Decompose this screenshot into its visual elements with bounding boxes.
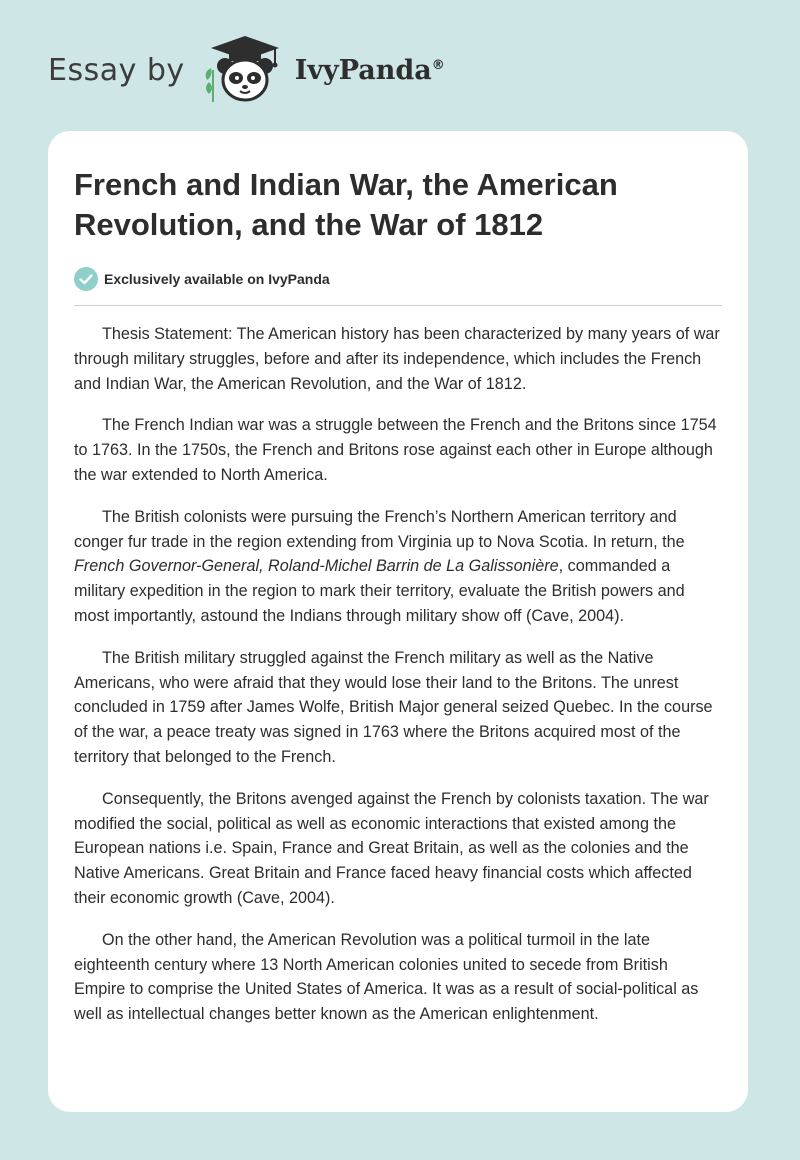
panda-graduate-icon xyxy=(201,32,289,109)
site-header xyxy=(48,34,445,106)
divider xyxy=(74,305,722,306)
paragraph: Thesis Statement: The American history has been characterized by many years of war through military struggles, before and after its independence, which includes the French and Indian War, the American Revolution, and the War of 1812. xyxy=(74,325,720,393)
check-circle-icon xyxy=(74,267,98,291)
essay-body xyxy=(74,322,722,1027)
brand-name: IvyPanda® xyxy=(294,54,445,86)
paragraph: On the other hand, the American Revolution was a political turmoil in the late eighteenth century where 13 North American colonies united to secede from British Empire to comprise the United States of America. It was as a result of social-political as well as intellectual changes better known as the American enlightenment. xyxy=(74,930,699,1024)
exclusive-label: Exclusively available on IvyPanda xyxy=(104,271,330,287)
paragraph: The British colonists were pursuing the French’s Northern American territory and conger fur trade in the region extending from Virginia up to Nova Scotia. In return, the French Governor-General, Roland-Michel Barrin de La Galissonière, commanded a military expedition in the region to mark their territory, evaluate the British powers and most importantly, astound the Indians through military show off (Cave, 2004). xyxy=(74,507,685,625)
exclusive-badge xyxy=(74,267,722,291)
paragraph: The French Indian war was a struggle between the French and the Britons since 1754 to 1763. In the 1750s, the French and Britons rose against each other in Europe although the war extended to North America. xyxy=(74,416,717,484)
ivypanda-logo[interactable] xyxy=(201,32,445,109)
italic-name: French Governor-General, Roland-Michel Barrin de La Galissonière xyxy=(74,557,559,576)
paragraph: The British military struggled against the French military as well as the Native Americans, who were afraid that they would lose their land to the Britons. The unrest concluded in 1759 after James Wolfe, British Major general seized Quebec. In the course of the war, a peace treaty was signed in 1763 where the Britons acquired most of the territory that belonged to the French. xyxy=(74,648,713,766)
essay-title: French and Indian War, the American Revolution, and the War of 1812 xyxy=(74,167,618,242)
essay-card xyxy=(48,131,748,1112)
essay-by-label: Essay by xyxy=(48,52,185,88)
paragraph: Consequently, the Britons avenged against the French by colonists taxation. The war modified the social, political as well as economic interactions that existed among the European nations i.e. Spain, France and Great Britain, as well as the colonies and the Native Americans. Great Britain and France faced heavy financial costs which affected their economic growth (Cave, 2004). xyxy=(74,789,709,907)
